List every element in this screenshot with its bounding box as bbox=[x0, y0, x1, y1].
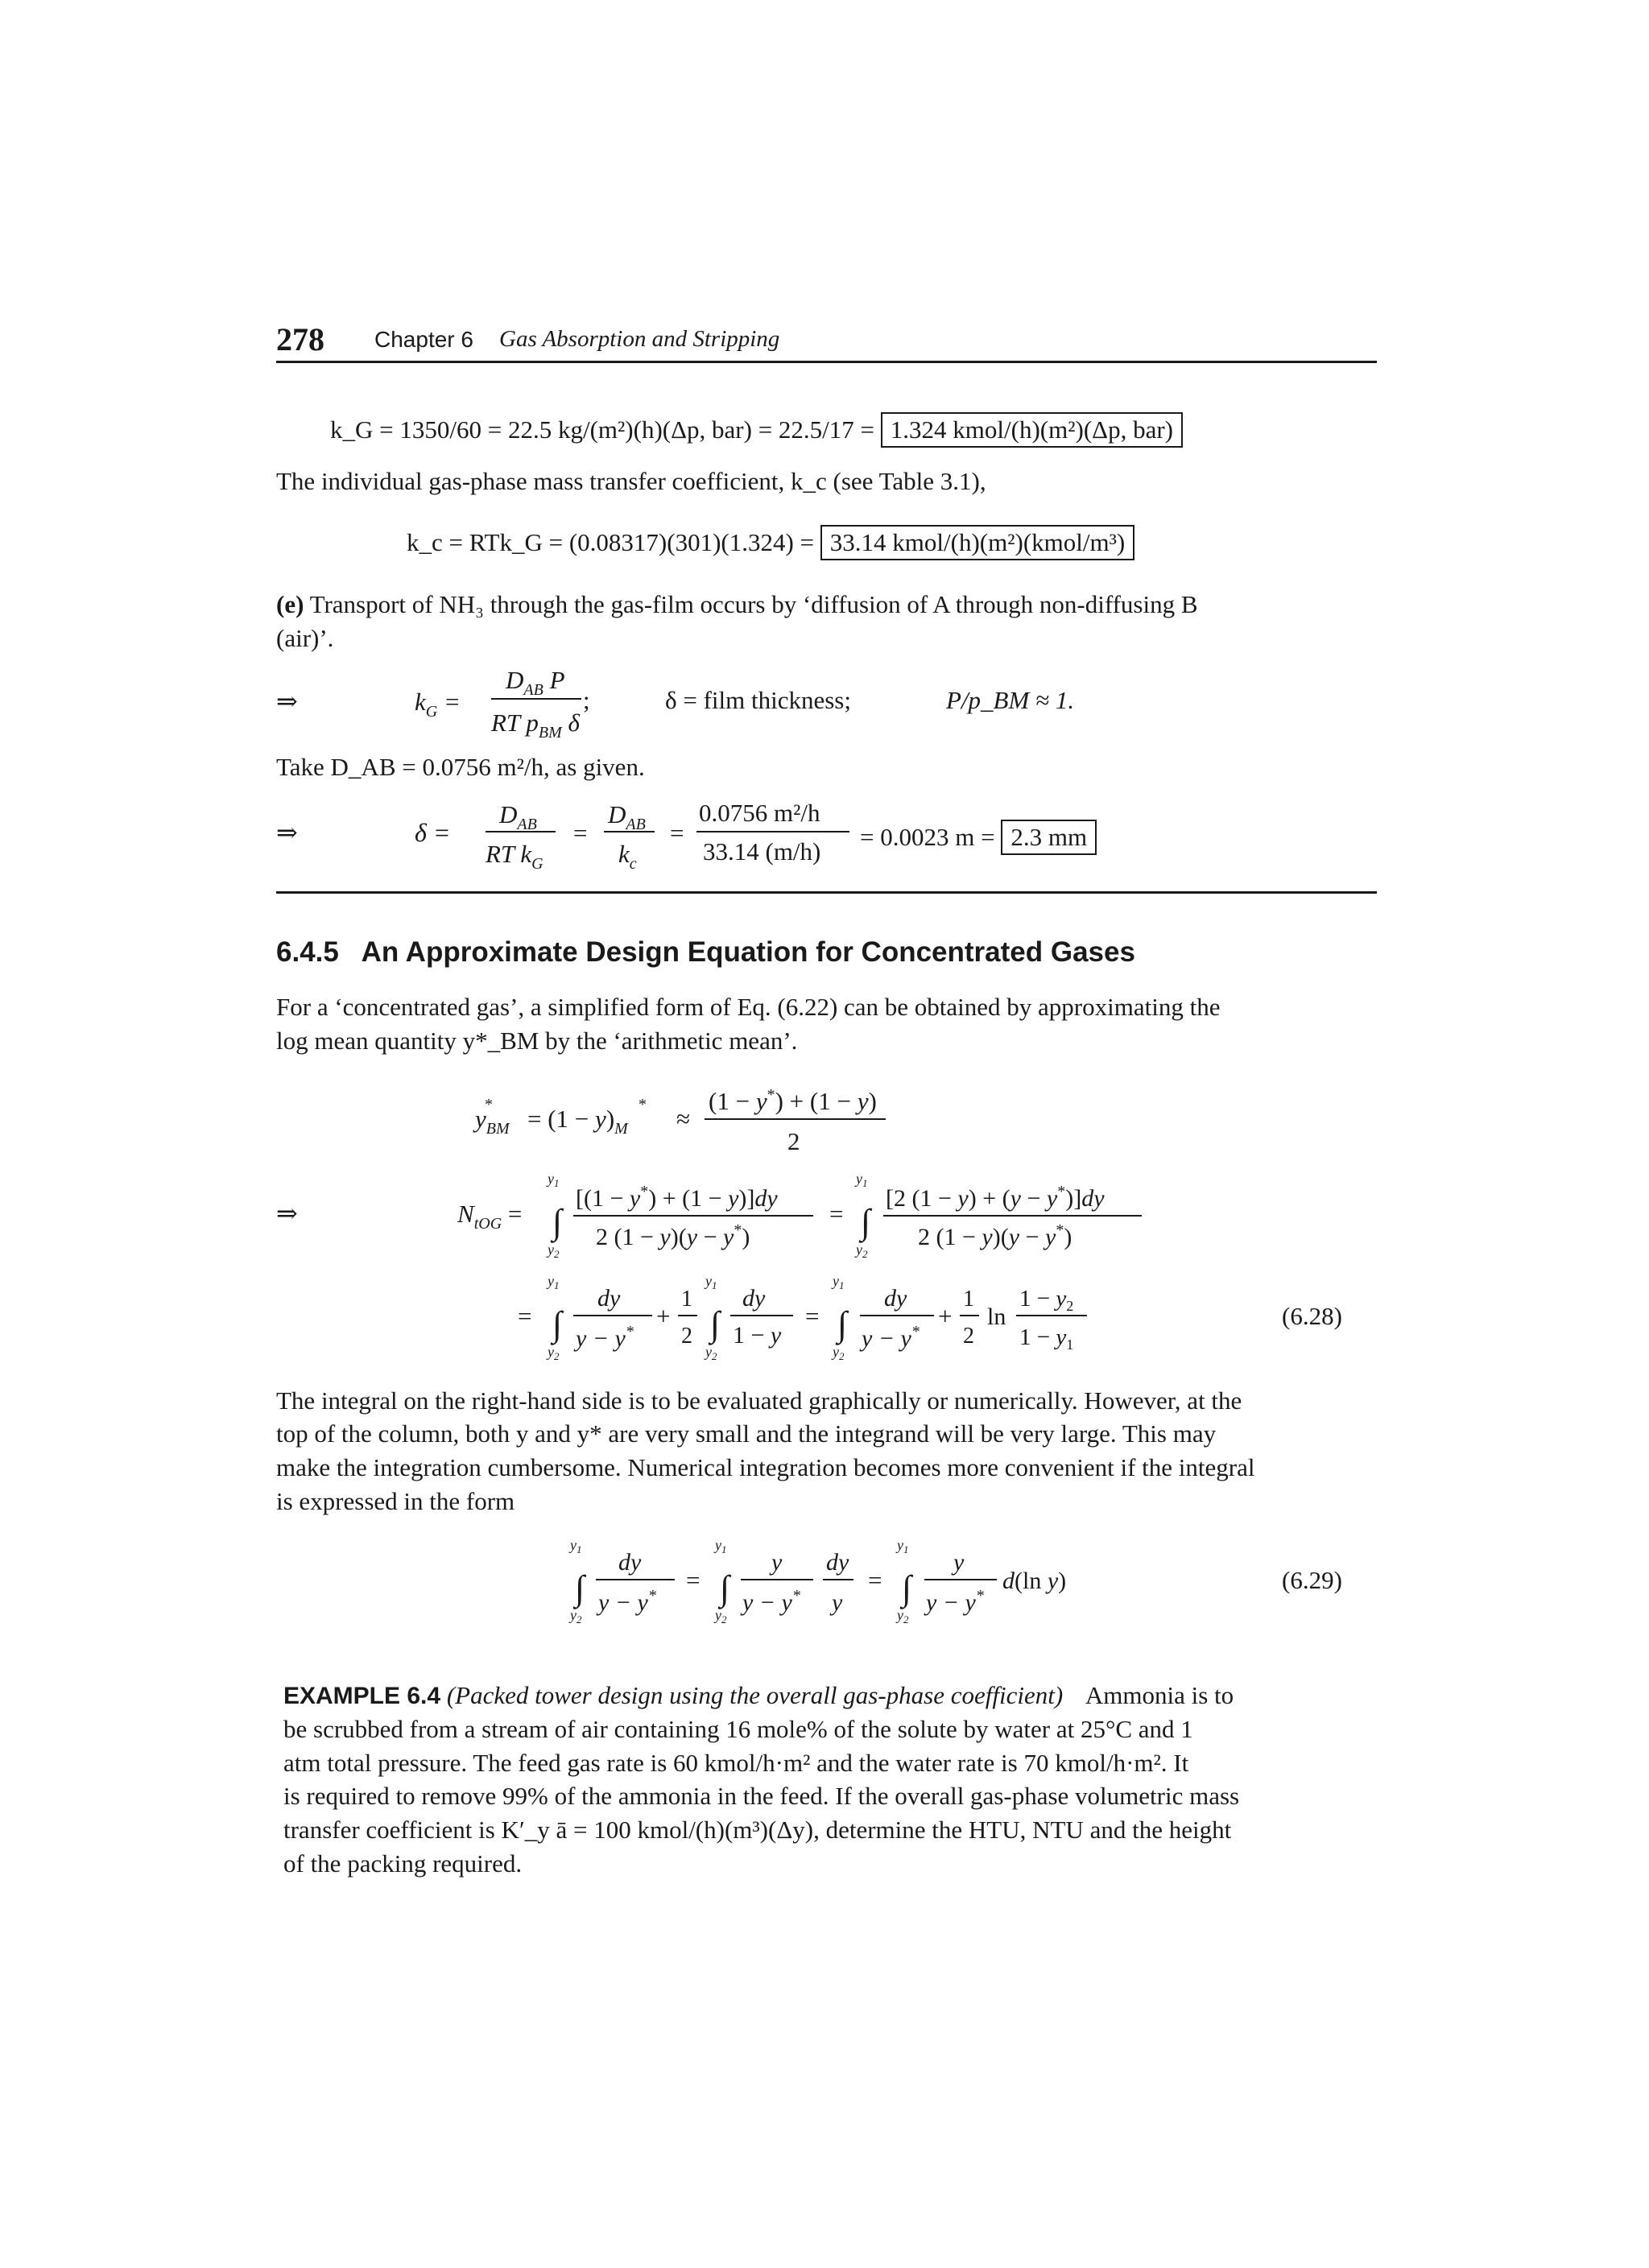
example-text-start: Ammonia is to bbox=[1085, 1681, 1234, 1709]
svg-text:y − y*: y − y* bbox=[926, 1587, 984, 1616]
delta-numerator: 0.0756 m²/h bbox=[699, 799, 820, 827]
svg-text:y: y bbox=[771, 1549, 783, 1576]
example-line-6: of the packing required. bbox=[283, 1849, 523, 1878]
example-label: EXAMPLE 6.4 bbox=[283, 1683, 441, 1709]
svg-text:1 − y2: $1 - y_2$ bbox=[1019, 1286, 1074, 1314]
kg-expression: k_G = 1350/60 = 22.5 kg/(m²)(h)(Δp, bar) = 22.5/17 = bbox=[330, 415, 875, 444]
svg-text:y − y*: y − y* bbox=[862, 1323, 920, 1352]
svg-text:1 − y1: $1 - y_1$ bbox=[1019, 1324, 1074, 1353]
svg-text:=: = bbox=[829, 1200, 844, 1228]
svg-text:∫: ∫ bbox=[575, 1568, 585, 1608]
svg-text:y1: $y_1$ bbox=[548, 1171, 560, 1189]
svg-text:δ =: δ = bbox=[415, 818, 451, 847]
svg-text:y1: $y_1$ bbox=[570, 1537, 582, 1555]
svg-text:dy: dy bbox=[826, 1549, 849, 1576]
svg-text:2 (1 − y)(y − y*): 2 (1 − y)(y − y*) bbox=[918, 1221, 1072, 1250]
svg-text:1: 1 bbox=[963, 1287, 974, 1312]
svg-text:y2: $y_2$ bbox=[570, 1607, 582, 1626]
svg-text:DAB P: $D_{AB}$ P bbox=[506, 666, 565, 699]
part-e-line-2: (air)’. bbox=[276, 624, 334, 652]
svg-text:yBM: $y_{BM}$ bbox=[475, 1105, 510, 1138]
section-para-line-2: log mean quantity y*_BM by the ‘arithmetic mean’. bbox=[276, 1027, 798, 1055]
film-thickness-note: δ = film thickness; bbox=[665, 686, 851, 714]
svg-text:y: y bbox=[832, 1589, 843, 1616]
integral-para-line-2: top of the column, both y and y* are very small and the integrand will be very large. This may bbox=[276, 1419, 1217, 1448]
svg-text:NtOG =: $N_{tOG}$ = bbox=[457, 1200, 523, 1233]
svg-text:y2: $y_2$ bbox=[715, 1607, 727, 1626]
svg-text:y: y bbox=[953, 1549, 965, 1576]
equation-number-6-28: (6.28) bbox=[1282, 1302, 1342, 1330]
svg-text:=: = bbox=[805, 1302, 820, 1330]
svg-text:dy: dy bbox=[597, 1285, 621, 1312]
section-number: 6.4.5 bbox=[276, 936, 339, 968]
kc-result-box: 33.14 kmol/(h)(m²)(kmol/m³) bbox=[820, 525, 1134, 560]
svg-text:1 − y: 1 − y bbox=[733, 1322, 782, 1349]
svg-text:y2: $y_2$ bbox=[548, 1241, 560, 1260]
example-line-1 bbox=[283, 1681, 1234, 1710]
svg-text:=: = bbox=[868, 1566, 882, 1594]
section-para-line-1: For a ‘concentrated gas’, a simplified form of Eq. (6.22) can be obtained by approximating the bbox=[276, 993, 1221, 1021]
example-line-5: transfer coefficient is K′_y ā = 100 kmol/(h)(m³)(Δy), determine the HTU, NTU and the height bbox=[283, 1816, 1232, 1844]
svg-text:y1: $y_1$ bbox=[705, 1273, 717, 1291]
svg-text:RT pBM δ: RT $p_{BM}$ δ bbox=[491, 708, 580, 742]
example-line-3: atm total pressure. The feed gas rate is 60 kmol/h·m² and the water rate is 70 kmol/h·m². It bbox=[283, 1749, 1189, 1777]
svg-text:2: 2 bbox=[787, 1127, 800, 1155]
svg-text:DAB: $D_{AB}$ bbox=[499, 800, 537, 833]
svg-text:RT kG: RT $k_G$ bbox=[486, 840, 543, 873]
svg-text:=: = bbox=[670, 819, 684, 847]
svg-text:dy: dy bbox=[618, 1549, 642, 1576]
svg-text:(1 − y*) + (1 − y): (1 − y*) + (1 − y) bbox=[709, 1086, 877, 1115]
individual-text: The individual gas-phase mass transfer coefficient, k_c (see Table 3.1), bbox=[276, 467, 986, 495]
svg-text:dy: dy bbox=[884, 1285, 907, 1312]
svg-text:y − y*: y − y* bbox=[576, 1323, 634, 1352]
svg-text:d(ln y): d(ln y) bbox=[1002, 1568, 1067, 1594]
svg-text:[2 (1 − y) + (y − y*)]dy: [2 (1 − y) + (y − y*)]dy bbox=[886, 1183, 1105, 1212]
svg-text:=: = bbox=[686, 1566, 701, 1594]
example-line-2: be scrubbed from a stream of air containing 16 mole% of the solute by water at 25°C and 1 bbox=[283, 1715, 1193, 1743]
part-e-text: Transport of NH₃ through the gas-film occurs by ‘diffusion of A through non-diffusing B bbox=[309, 590, 1198, 618]
svg-text:y2: $y_2$ bbox=[705, 1344, 717, 1362]
section-title: An Approximate Design Equation for Concentrated Gases bbox=[361, 936, 1135, 968]
svg-text:y − y*: y − y* bbox=[742, 1587, 800, 1616]
delta-value: = 0.0023 m = bbox=[860, 823, 995, 851]
svg-text:y2: $y_2$ bbox=[548, 1344, 560, 1362]
pbm-note: P/p_BM ≈ 1. bbox=[946, 686, 1075, 714]
svg-text:kG =: $k_G$ = bbox=[415, 688, 461, 721]
svg-text:*: * bbox=[485, 1096, 493, 1113]
part-e-label: (e) bbox=[276, 590, 304, 618]
chapter-label: Chapter 6 bbox=[374, 327, 473, 352]
svg-text:= (1 − y)M: = $(1 - y)_M$ bbox=[527, 1105, 628, 1138]
svg-text:y1: $y_1$ bbox=[833, 1273, 845, 1291]
svg-text:[(1 − y*) + (1 − y)]dy: [(1 − y*) + (1 − y)]dy bbox=[576, 1183, 778, 1212]
integral-para-line-3: make the integration cumbersome. Numerical integration becomes more convenient if the integral bbox=[276, 1453, 1255, 1481]
svg-text:y1: $y_1$ bbox=[856, 1171, 868, 1189]
svg-text:∫: ∫ bbox=[902, 1568, 912, 1608]
svg-text:∫: ∫ bbox=[552, 1304, 563, 1344]
svg-text:∫: ∫ bbox=[837, 1304, 848, 1344]
svg-text:y1: $y_1$ bbox=[715, 1537, 727, 1555]
svg-text:2: 2 bbox=[963, 1324, 974, 1349]
svg-text:≈: ≈ bbox=[676, 1105, 691, 1133]
delta-result-box: 2.3 mm bbox=[1001, 820, 1097, 855]
page-number: 278 bbox=[276, 321, 324, 357]
svg-text:∫: ∫ bbox=[710, 1304, 721, 1344]
equation-number-6-29: (6.29) bbox=[1282, 1566, 1342, 1594]
integral-para-line-1: The integral on the right-hand side is to be evaluated graphically or numerically. However, at the bbox=[276, 1386, 1242, 1415]
svg-text:∫: ∫ bbox=[720, 1568, 730, 1608]
svg-text:∫: ∫ bbox=[861, 1202, 871, 1241]
delta-denominator: 33.14 (m/h) bbox=[703, 837, 821, 865]
svg-text:dy: dy bbox=[742, 1285, 766, 1312]
implies-arrow: ⇒ bbox=[276, 687, 298, 716]
svg-text:+: + bbox=[656, 1302, 671, 1330]
svg-text:y2: $y_2$ bbox=[833, 1344, 845, 1362]
svg-text:ln: ln bbox=[987, 1303, 1006, 1330]
svg-text:2 (1 − y)(y − y*): 2 (1 − y)(y − y*) bbox=[596, 1221, 750, 1250]
svg-text:y1: $y_1$ bbox=[897, 1537, 909, 1555]
svg-text:;: ; bbox=[583, 686, 590, 714]
kg-result-box: 1.324 kmol/(h)(m²)(Δp, bar) bbox=[881, 412, 1183, 448]
svg-text:∫: ∫ bbox=[552, 1202, 563, 1241]
svg-text:DAB: $D_{AB}$ bbox=[608, 800, 646, 833]
svg-text:kc: $k_c$ bbox=[618, 840, 637, 873]
svg-text:=: = bbox=[518, 1302, 532, 1330]
svg-text:*: * bbox=[639, 1096, 647, 1113]
example-title: (Packed tower design using the overall gas-phase coefficient) bbox=[446, 1681, 1064, 1709]
svg-text:y2: $y_2$ bbox=[897, 1607, 909, 1626]
kc-expression: k_c = RTk_G = (0.08317)(301)(1.324) = bbox=[407, 528, 815, 556]
take-dab-line: Take D_AB = 0.0756 m²/h, as given. bbox=[276, 753, 645, 781]
svg-text:2: 2 bbox=[681, 1324, 692, 1349]
svg-text:⇒: ⇒ bbox=[276, 818, 298, 847]
chapter-title: Gas Absorption and Stripping bbox=[499, 326, 780, 352]
svg-text:y1: $y_1$ bbox=[548, 1273, 560, 1291]
svg-text:⇒: ⇒ bbox=[276, 1199, 298, 1228]
svg-text:=: = bbox=[573, 819, 588, 847]
svg-text:y − y*: y − y* bbox=[598, 1587, 656, 1616]
example-line-4: is required to remove 99% of the ammonia in the feed. If the overall gas-phase volumetric mass bbox=[283, 1782, 1240, 1810]
integral-para-line-4: is expressed in the form bbox=[276, 1487, 515, 1515]
svg-text:1: 1 bbox=[681, 1287, 692, 1312]
svg-text:y2: $y_2$ bbox=[856, 1241, 868, 1260]
svg-text:+: + bbox=[938, 1302, 953, 1330]
